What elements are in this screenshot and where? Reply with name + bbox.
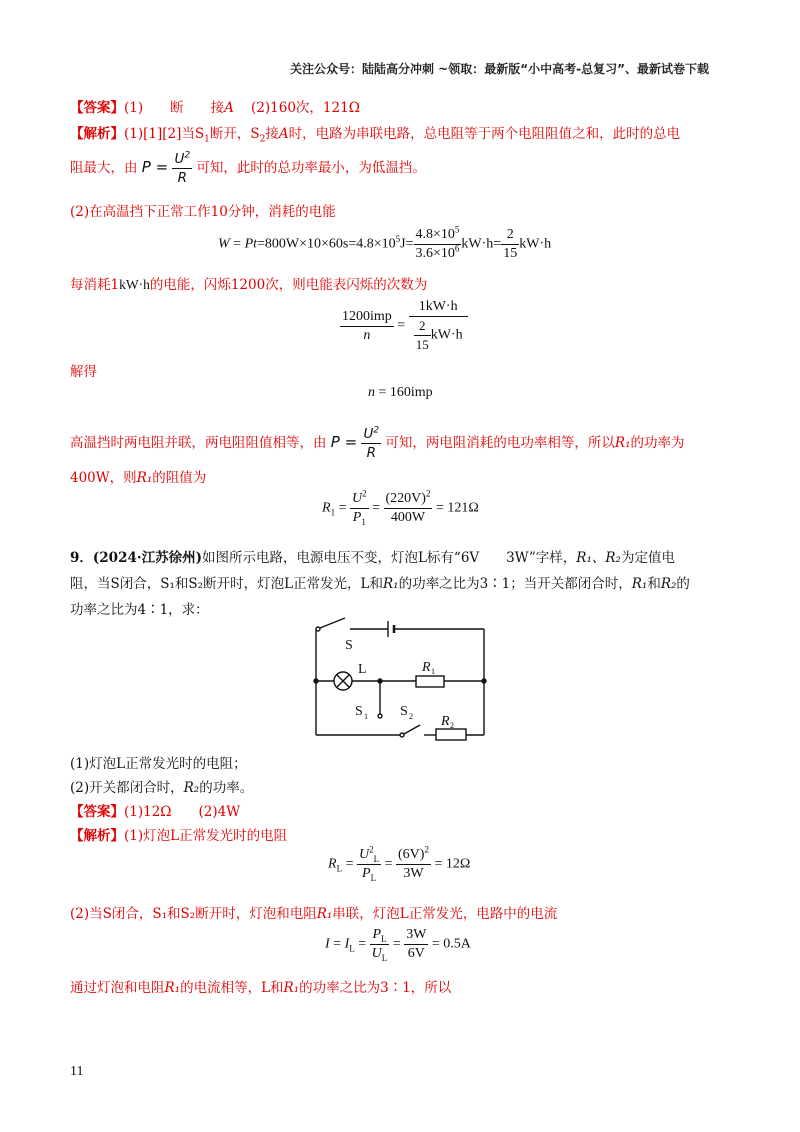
resistor-r1	[416, 676, 444, 687]
label-r2: R	[441, 714, 450, 729]
q9-last-a: 通过灯泡和电阻	[70, 980, 165, 996]
answer-line	[70, 96, 360, 116]
resistor-r2	[436, 729, 466, 740]
high-d: 的功率为	[630, 435, 685, 451]
switch-s-blade	[320, 618, 345, 628]
junction-left	[314, 679, 319, 684]
q9-stem2d: R₁	[631, 576, 648, 592]
analysis-text-2b: 可知，此时的总功率最小，为低温挡。	[196, 160, 426, 176]
switch-s-pivot	[316, 627, 320, 631]
step2-text: (2)在高温挡下正常工作10分钟，消耗的电能	[70, 204, 336, 220]
page-header: 关注公众号：陆陆高分冲刺 ~领取：最新版“小中高考-总复习”、最新试卷下载	[290, 62, 709, 76]
q9-last-e: 的功率之比为3∶1，所以	[299, 980, 452, 996]
s1-pivot	[378, 714, 382, 718]
q9-sub2b: R₂	[183, 780, 200, 796]
q9-last-c: 的电流相等，L和	[180, 980, 284, 996]
q9-answer-text: (1)12Ω (2)4W	[124, 804, 241, 820]
q9-line-1	[70, 546, 675, 566]
formula-p-label-2: P =	[330, 433, 358, 451]
q9-last-line	[70, 976, 451, 996]
q9-stem1b: R₁、R₂	[576, 550, 621, 566]
line400-c: 的阻值为	[152, 470, 207, 486]
high-c: R₁	[614, 435, 631, 451]
per-kwh-a: 每消耗1	[70, 277, 120, 293]
q9-sub2a: (2)开关都闭合时，	[70, 780, 184, 796]
page-number: 11	[70, 1064, 84, 1079]
q9-last-b: R₁	[164, 980, 181, 996]
analysis-text-1d: A	[278, 126, 289, 142]
per-kwh-unit: kW·h	[119, 277, 150, 292]
ratio-equation: $\frac{\text{1200imp}}{n}$ = 1kW·h $\frac{2}{15}$ kW·h	[340, 298, 468, 354]
q9-source: (2024·江苏徐州)	[92, 550, 202, 566]
n-result: n = 160imp	[368, 385, 433, 400]
analysis-line-2	[70, 150, 426, 187]
line400-b: R₁	[136, 470, 153, 486]
label-s2: S	[400, 704, 408, 719]
analysis-text-1e: 时，电路为串联电路，总电阻等于两个电阻阻值之和，此时的总电	[288, 126, 681, 142]
solve-text: 解得	[70, 364, 97, 380]
q9-stem2: 阻，当S闭合，S₁和S₂断开时，灯泡L正常发光，L和	[70, 576, 383, 592]
label-r2-sub: 2	[450, 721, 454, 730]
label-r1: R	[422, 660, 431, 675]
answer-label: 【答案】	[70, 100, 124, 116]
per-kwh-line	[70, 273, 427, 293]
q9-sub2c: 的功率。	[199, 780, 254, 796]
analysis-label: 【解析】	[70, 126, 124, 142]
q9-stem2b: R₁	[383, 576, 399, 592]
q9-stem1: 如图所示电路，电源电压不变，灯泡L标有“6V 3W”字样，	[201, 550, 577, 566]
analysis-text-1c: 接	[265, 126, 279, 142]
formula-u2-over-r-2: $\frac{U^2}{R}$	[363, 425, 380, 461]
label-s: S	[345, 638, 353, 653]
q9-step2a: (2)当S闭合，S₁和S₂断开时，灯泡和电阻	[70, 906, 317, 922]
q9-number: 9．	[70, 550, 93, 566]
analysis-text-1a: (1)[1][2]当S	[124, 126, 205, 142]
q9-line-2	[70, 572, 690, 592]
answer-2: (2)160次，121	[251, 100, 349, 116]
q9-step2c: 串联，灯泡L正常发光，电路中的电流	[332, 906, 558, 922]
high-a: 高温挡时两电阻并联，两电阻阻值相等，由	[70, 435, 327, 451]
s2-blade	[404, 725, 420, 734]
q9-analysis-label: 【解析】	[70, 828, 124, 844]
label-l: L	[358, 662, 367, 677]
label-s2-sub: 2	[409, 712, 413, 721]
q9-stem2e: 和	[647, 576, 661, 592]
energy-equation: $W = Pt=800W\times 10\times 60s=4.8\times 10^5J=$ $\frac{4.8\times 10^5}{3.6\times 10^6}$ kW·h= $\frac{2}{15}$ kW·h	[218, 224, 552, 261]
analysis-text-2a: 阻最大，由	[70, 160, 138, 176]
s2-pivot	[400, 733, 404, 737]
q9-stem3: 功率之比为4∶1，求：	[70, 602, 209, 618]
answer-1-var: A	[224, 100, 234, 116]
junction-mid	[378, 679, 383, 684]
label-s1-sub: 1	[364, 712, 368, 721]
q9-answer-label: 【答案】	[70, 804, 124, 820]
circuit-diagram	[300, 615, 500, 745]
answer-2-unit: Ω	[348, 100, 360, 116]
analysis-line-1: 【解析】(1)[1][2]当$S_1$断开，$S_2$接A时，电路为串联电路，总电阻等于两个电阻阻值之和，此时的总电	[70, 126, 681, 145]
q9-sub1: (1)灯泡L正常发光时的电阻；	[70, 756, 247, 772]
q9-stem2g: 的	[676, 576, 690, 592]
high-line	[70, 425, 684, 462]
q9-stem2f: R₂	[660, 576, 677, 592]
i-equation: $I = I_L$ = $\frac{P_L}{U_L}$ = $\frac{3W}{6V}$ = 0.5A	[325, 927, 471, 963]
answer-1: (1) 断 接	[124, 100, 225, 116]
q9-analysis	[70, 824, 287, 844]
analysis-text-1b: 断开，S	[209, 126, 260, 142]
q9-last-d: R₁	[283, 980, 300, 996]
rl-equation: $R_L$ = $\frac{U^2_L}{P_L}$ = $\frac{(6V)^2}{3W}$ = 12Ω	[328, 844, 471, 883]
line400-a: 400W，则	[70, 470, 137, 486]
junction-right	[482, 679, 487, 684]
q9-answer	[70, 800, 240, 820]
q9-sub2	[70, 776, 253, 796]
q9-stem1c: 为定值电	[620, 550, 675, 566]
label-r1-sub: 1	[431, 667, 435, 676]
q9-step2b: R₁	[316, 906, 333, 922]
r1-equation: $R_1$ = $\frac{U^2}{P_1}$ = $\frac{(220V)^2}{400W}$ = 121Ω	[322, 488, 479, 527]
high-b: 可知，两电阻消耗的电功率相等，所以	[385, 435, 615, 451]
q9-stem2c: 的功率之比为3∶1；当开关都闭合时，	[398, 576, 632, 592]
q9-analysis-1: (1)灯泡L正常发光时的电阻	[124, 828, 288, 844]
line-400	[70, 466, 206, 486]
q9-step2	[70, 902, 557, 922]
label-s1: S	[355, 704, 363, 719]
per-kwh-c: 的电能，闪烁1200次，则电能表闪烁的次数为	[149, 277, 428, 293]
formula-p-label: P =	[141, 158, 169, 176]
formula-u2-over-r: $\frac{U^2}{R}$	[174, 150, 191, 186]
